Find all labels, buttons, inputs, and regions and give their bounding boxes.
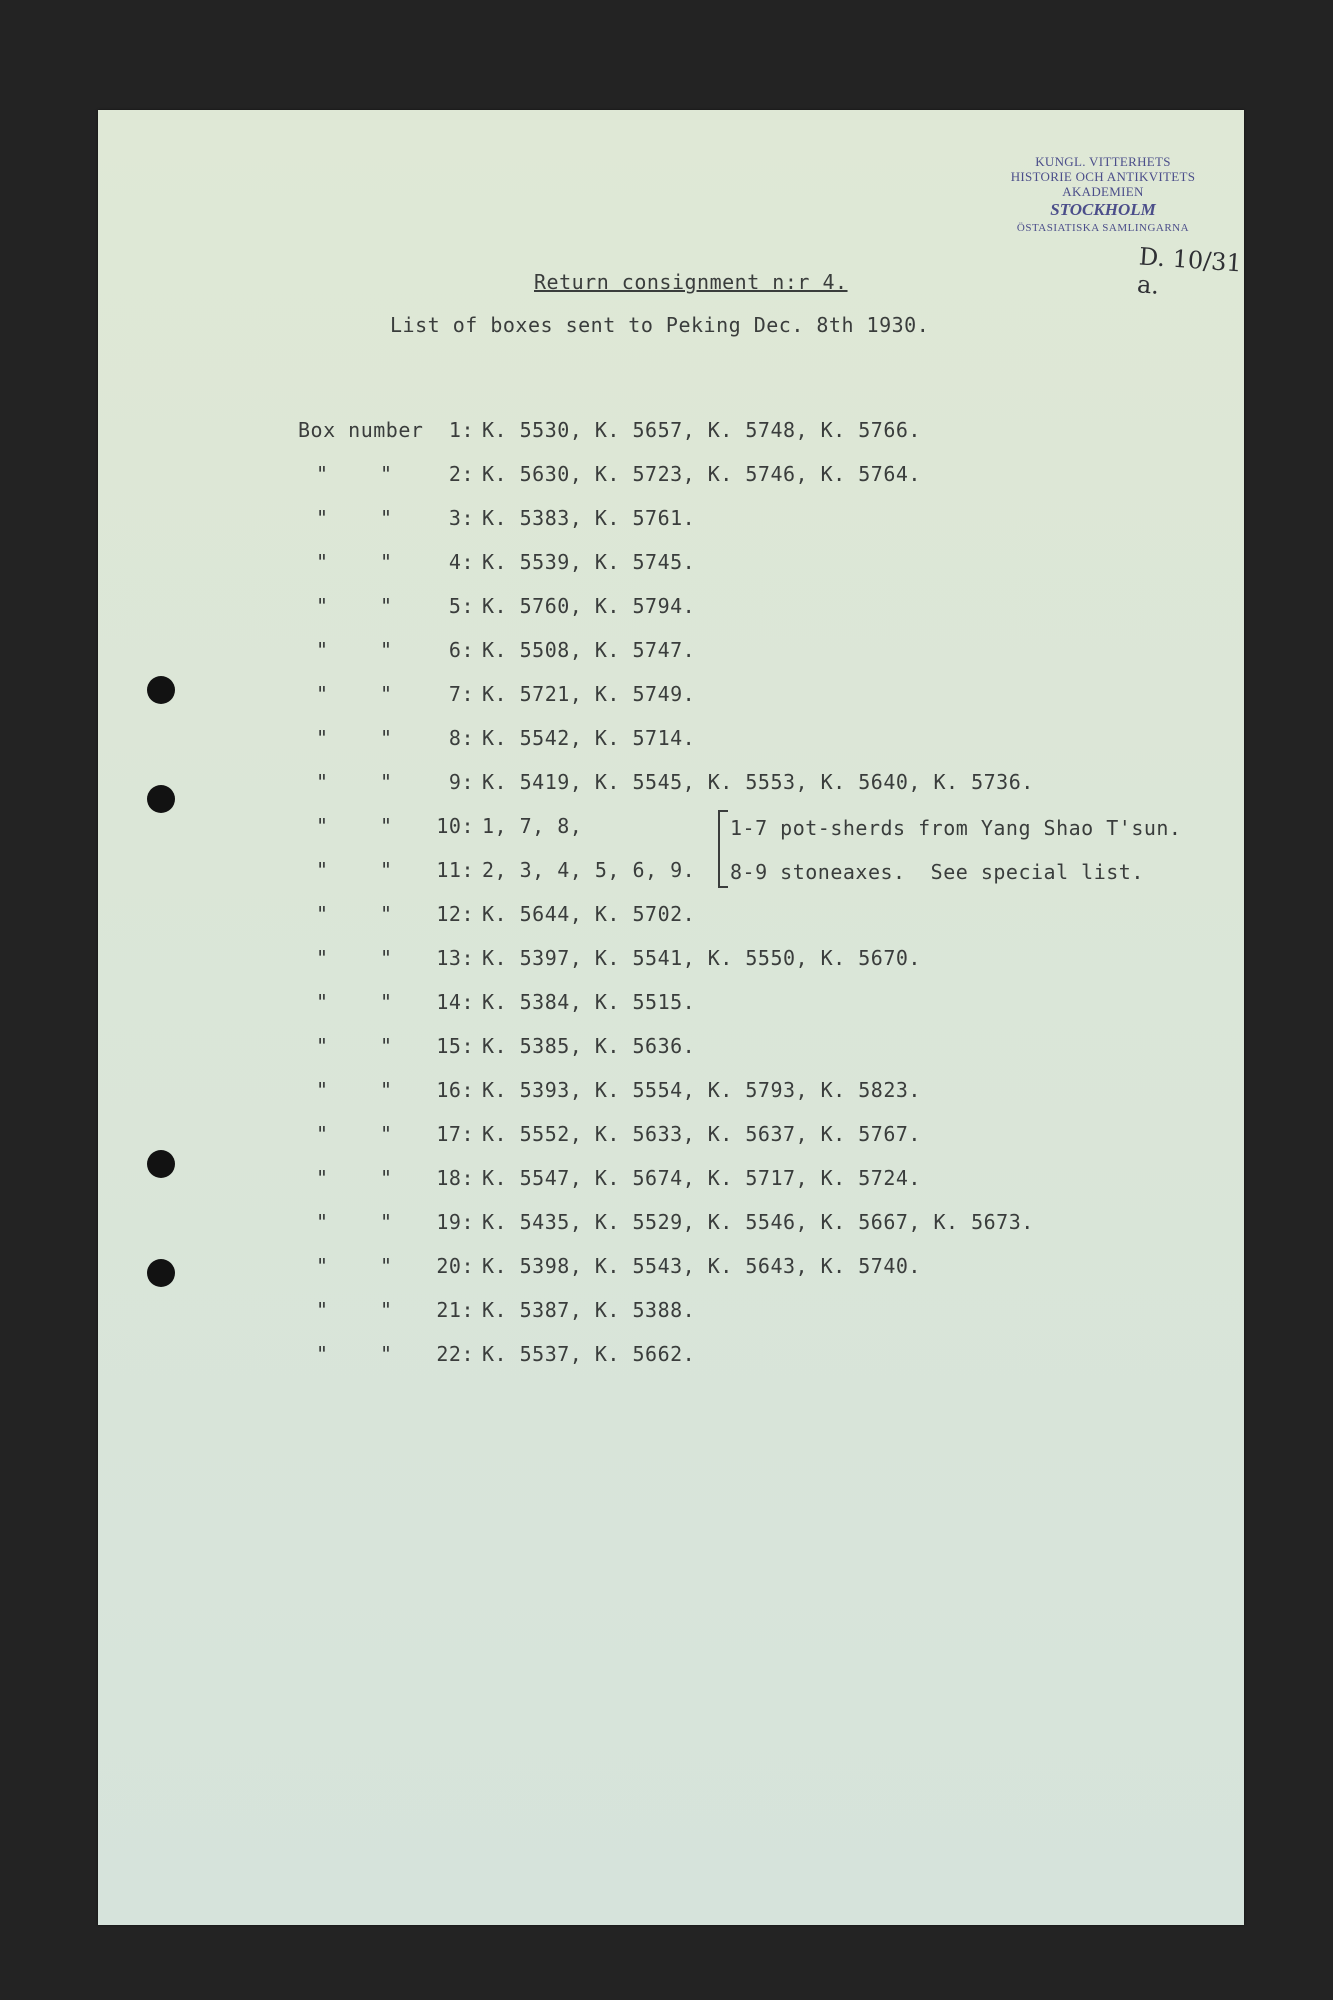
stamp-line-2: HISTORIE OCH ANTIKVITETS — [1010, 169, 1196, 184]
stamp-line-3: AKADEMIEN — [1062, 184, 1144, 199]
ditto-mark: " — [316, 1342, 329, 1366]
punch-hole — [147, 1259, 175, 1287]
box-contents: K. 5398, K. 5543, K. 5643, K. 5740. — [482, 1254, 921, 1278]
box-number: 4: — [448, 550, 474, 574]
box-contents: K. 5508, K. 5747. — [482, 638, 696, 662]
ditto-mark: " — [316, 1078, 329, 1102]
ditto-mark: " — [380, 946, 393, 970]
punch-hole — [147, 1150, 175, 1178]
ditto-mark: " — [380, 1298, 393, 1322]
box-number: 16: — [436, 1078, 474, 1102]
box-number: 17: — [436, 1122, 474, 1146]
box-contents: K. 5644, K. 5702. — [482, 902, 696, 926]
ditto-mark: " — [316, 1034, 329, 1058]
box-number: 1: — [448, 418, 474, 442]
stamp-line-1: KUNGL. VITTERHETS — [1035, 154, 1171, 169]
ditto-mark: " — [316, 814, 329, 838]
box-contents: K. 5384, K. 5515. — [482, 990, 696, 1014]
punch-hole — [147, 785, 175, 813]
box-number: 8: — [448, 726, 474, 750]
box-number: 19: — [436, 1210, 474, 1234]
note-line-2: 8-9 stoneaxes. See special list. — [730, 860, 1144, 884]
ditto-mark: " — [316, 682, 329, 706]
box-contents: K. 5385, K. 5636. — [482, 1034, 696, 1058]
box-contents: K. 5397, K. 5541, K. 5550, K. 5670. — [482, 946, 921, 970]
ditto-mark: " — [380, 1034, 393, 1058]
handwritten-reference: D. 10/31 a. — [1136, 242, 1243, 300]
box-contents: K. 5537, K. 5662. — [482, 1342, 696, 1366]
ditto-mark: " — [380, 902, 393, 926]
box-number: 10: — [436, 814, 474, 838]
box-contents: K. 5542, K. 5714. — [482, 726, 696, 750]
box-number: 18: — [436, 1166, 474, 1190]
ditto-mark: " — [316, 1122, 329, 1146]
box-number: 22: — [436, 1342, 474, 1366]
box-contents: 2, 3, 4, 5, 6, 9. — [482, 858, 696, 882]
box-number: 3: — [448, 506, 474, 530]
ditto-mark: " — [316, 990, 329, 1014]
note-line-1: 1-7 pot-sherds from Yang Shao T'sun. — [730, 816, 1182, 840]
ditto-mark: " — [316, 902, 329, 926]
box-number: 15: — [436, 1034, 474, 1058]
box-contents: K. 5393, K. 5554, K. 5793, K. 5823. — [482, 1078, 921, 1102]
ditto-mark: " — [316, 770, 329, 794]
ditto-mark: " — [316, 1298, 329, 1322]
box-number: 12: — [436, 902, 474, 926]
ditto-mark: " — [380, 506, 393, 530]
box-contents: K. 5419, K. 5545, K. 5553, K. 5640, K. 5736. — [482, 770, 1034, 794]
ditto-mark: " — [380, 682, 393, 706]
document-page — [98, 110, 1244, 1925]
ditto-mark: " — [380, 1122, 393, 1146]
punch-hole — [147, 676, 175, 704]
box-number: 20: — [436, 1254, 474, 1278]
box-number-label: Box number — [298, 418, 424, 442]
ditto-mark: " — [380, 1166, 393, 1190]
box-contents: K. 5760, K. 5794. — [482, 594, 696, 618]
note-bracket — [718, 810, 728, 888]
box-number: 9: — [448, 770, 474, 794]
box-number: 13: — [436, 946, 474, 970]
ditto-mark: " — [316, 594, 329, 618]
ditto-mark: " — [316, 638, 329, 662]
box-number: 21: — [436, 1298, 474, 1322]
ditto-mark: " — [380, 638, 393, 662]
box-contents: K. 5539, K. 5745. — [482, 550, 696, 574]
box-number: 11: — [436, 858, 474, 882]
box-number: 6: — [448, 638, 474, 662]
box-contents: K. 5630, K. 5723, K. 5746, K. 5764. — [482, 462, 921, 486]
box-contents: K. 5721, K. 5749. — [482, 682, 696, 706]
stamp-city: STOCKHOLM — [1050, 200, 1156, 219]
box-contents: K. 5552, K. 5633, K. 5637, K. 5767. — [482, 1122, 921, 1146]
institution-stamp — [988, 154, 1218, 236]
ditto-mark: " — [316, 1166, 329, 1190]
ditto-mark: " — [380, 770, 393, 794]
box-number: 5: — [448, 594, 474, 618]
document-title: Return consignment n:r 4. — [534, 270, 848, 294]
box-number: 7: — [448, 682, 474, 706]
ditto-mark: " — [316, 1210, 329, 1234]
ditto-mark: " — [316, 462, 329, 486]
ditto-mark: " — [380, 1078, 393, 1102]
box-number: 14: — [436, 990, 474, 1014]
ditto-mark: " — [380, 726, 393, 750]
ditto-mark: " — [380, 594, 393, 618]
ditto-mark: " — [380, 1210, 393, 1234]
ditto-mark: " — [380, 990, 393, 1014]
ditto-mark: " — [316, 946, 329, 970]
box-contents: K. 5387, K. 5388. — [482, 1298, 696, 1322]
document-subtitle: List of boxes sent to Peking Dec. 8th 1930. — [390, 313, 930, 337]
ditto-mark: " — [380, 858, 393, 882]
box-contents: K. 5435, K. 5529, K. 5546, K. 5667, K. 5673. — [482, 1210, 1034, 1234]
ditto-mark: " — [380, 1254, 393, 1278]
box-contents: K. 5530, K. 5657, K. 5748, K. 5766. — [482, 418, 921, 442]
ditto-mark: " — [316, 726, 329, 750]
ditto-mark: " — [316, 858, 329, 882]
box-contents: 1, 7, 8, — [482, 814, 583, 838]
ditto-mark: " — [316, 550, 329, 574]
stamp-line-5: ÖSTASIATISKA SAMLINGARNA — [1016, 222, 1190, 234]
ditto-mark: " — [316, 506, 329, 530]
ditto-mark: " — [380, 1342, 393, 1366]
box-contents: K. 5383, K. 5761. — [482, 506, 696, 530]
box-number: 2: — [448, 462, 474, 486]
ditto-mark: " — [380, 814, 393, 838]
box-contents: K. 5547, K. 5674, K. 5717, K. 5724. — [482, 1166, 921, 1190]
ditto-mark: " — [380, 550, 393, 574]
ditto-mark: " — [380, 462, 393, 486]
ditto-mark: " — [316, 1254, 329, 1278]
